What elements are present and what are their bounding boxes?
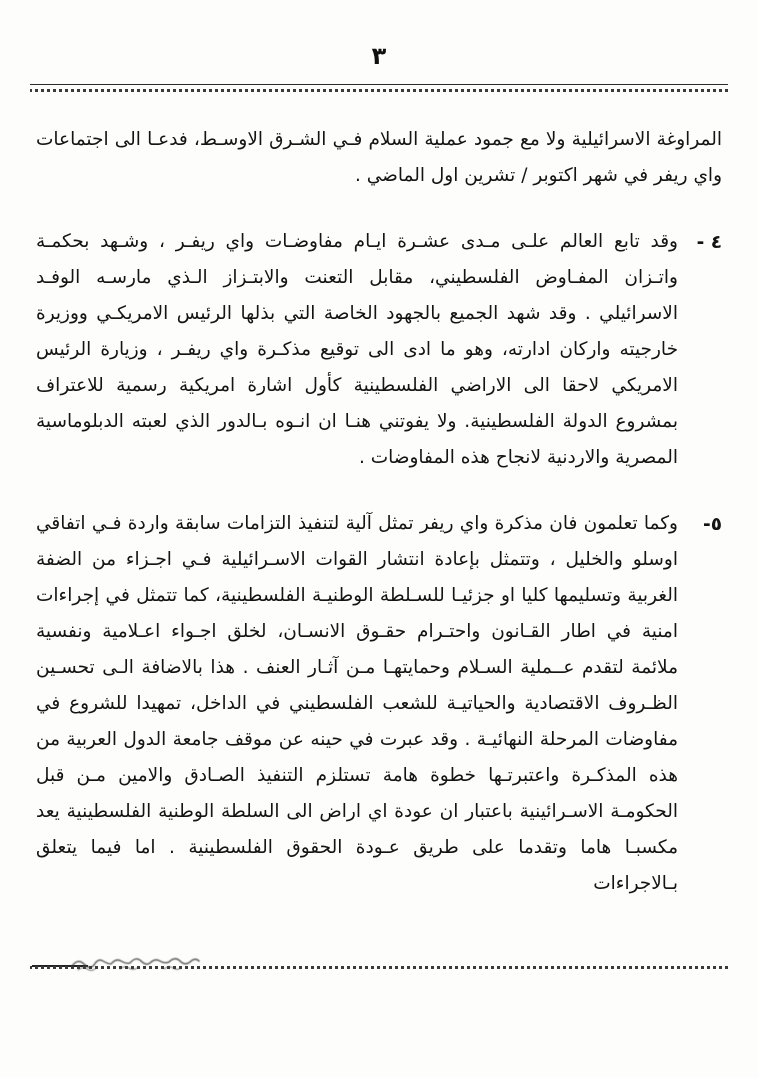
header-solid-line: [30, 84, 728, 85]
numbered-item-4: [36, 224, 722, 476]
header-dotted-line: [30, 89, 728, 92]
footer-smudge-icon: [68, 954, 208, 974]
paragraph-continuation: [36, 122, 722, 194]
paragraph-text: المراوغة الاسرائيلية ولا مع جمود عملية السلام فـي الشـرق الاوسـط، فدعـا الى اجتماعات واي ريفر في شهر اكتوبر / تشرين اول الماضي .: [36, 129, 722, 186]
footer-divider: [30, 960, 728, 974]
paragraph-text: وقد تابع العالم علـى مـدى عشـرة ايـام مفاوضـات واي ريفـر ، وشـهد بحكمـة واتـزان المفـاوض الفلسطيني، مقابل التعنت والابتـزاز الـذي مارسـه الوفـد الاسرائيلي . وقد شهد الجميع بالجهود الخاصة التي بذلها الرئيس الامريكـي ووزيرة خارجيته واركان ادارته، وهو ما ادى الى توقيع مذكـرة واي ريفـر ، وزيارة الرئيس الامريكي لاحقا الى الاراضي الفلسطينية كأول اشارة امريكية رسمية للاعتراف بمشروع الدولة الفلسطينية. ولا يفوتني هنـا ان انـوه بـالدور الذي لعبته الدبلوماسية المصرية والاردنية لانجاح هذه المفاوضات .: [36, 231, 678, 468]
document-body: [36, 122, 722, 932]
header-divider: [30, 84, 728, 94]
item-marker: ٤ -: [696, 232, 722, 253]
numbered-item-5: [36, 506, 722, 902]
item-marker: ٥-: [703, 514, 722, 535]
page-number: ٣: [371, 42, 387, 70]
paragraph-text: وكما تعلمون فان مذكرة واي ريفر تمثل آلية لتنفيذ التزامات سابقة واردة فـي اتفاقي اوسلو والخليل ، وتتمثل بإعادة انتشار القوات الاسـرائيلية فـي اجـزاء من الضفة الغربية وتسليمها كليا او جزئيـا للسـلطة الوطنيـة الفلسطينية، كما تتمثل في إجراءات امنية في اطار القـانون واحتـرام حقـوق الانسـان، لخلق اجـواء اعـلامية ونفسية ملائمة لتقدم عــملية السـلام وحمايتهـا مـن آثـار العنف . هذا بالاضافة الـى تحسـين الظـروف الاقتصادية والحياتيـة للشعب الفلسطيني في الداخل، تمهيدا للشروع في مفاوضات المرحلة النهائيـة . وقد عبرت في حينه عن موقف جامعة الدول العربية من هذه المذكـرة واعتبرتـها خطوة هامة تستلزم التنفيذ الصـادق والامين مـن قبل الحكومـة الاسـرائينية باعتبار ان عودة اي اراض الى السلطة الوطنية الفلسطينية يعد مكسبـا هاما وتقدما على طريق عـودة الحقوق الفلسطينية . اما فيما يتعلق بـالاجراءات: [36, 513, 678, 894]
